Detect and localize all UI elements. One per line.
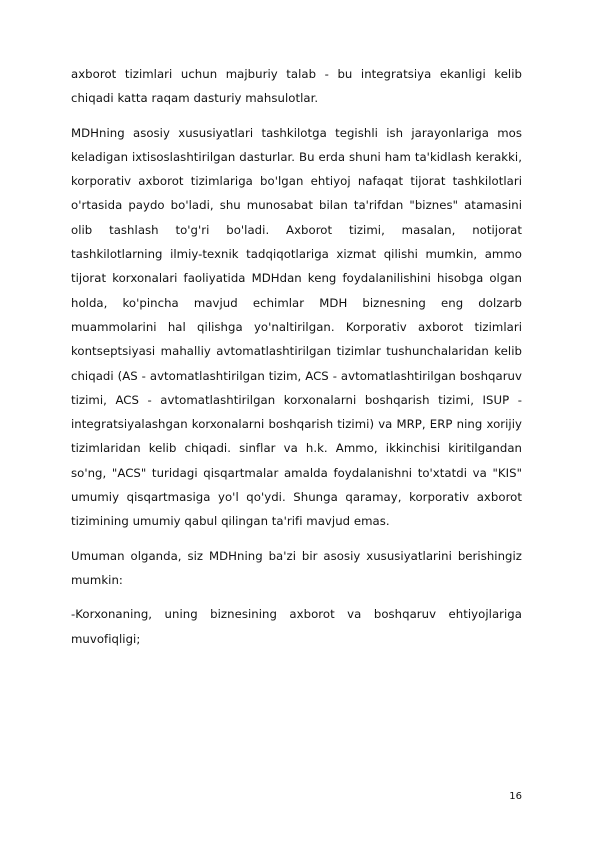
page-number: 16 <box>509 791 522 802</box>
page-body <box>71 62 522 661</box>
paragraph-list-item: -Korxonaning, uning biznesining axborot va boshqaruv ehtiyojlariga muvofiqligi; <box>71 607 522 646</box>
paragraph-continuation: axborot tizimlari uchun majburiy talab - bu integratsiya ekanligi kelib chiqadi katta raqam dasturiy mahsulotlar. <box>71 67 522 106</box>
paragraph-mdh-features: MDHning asosiy xususiyatlari tashkilotga tegishli ish jarayonlariga mos keladigan ixtisoslashtirilgan dasturlar. Bu erda shuni ham ta'kidlash kerakki, korporativ axborot tizimlariga bo'lgan ehtiyoj nafaqat tijorat tashkilotlari o'rtasida paydo bo'ladi, shu munosabat bilan ta'rifdan "biznes" atamasini olib tashlash to'g'ri bo'ladi. Axborot tizimi, masalan, notijorat tashkilotlarning ilmiy-texnik tadqiqotlariga xizmat qilishi mumkin, ammo tijorat korxonalari faoliyatida MDHdan keng foydalanilishini hisobga olgan holda, ko'pincha mavjud echimlar MDH biznesning eng dolzarb muammolarini hal qilishga yo'naltirilgan. Korporativ axborot tizimlari kontseptsiyasi mahalliy avtomatlashtirilgan tizimlar tushunchalaridan kelib chiqadi (AS - avtomatlashtirilgan tizim, ACS - avtomatlashtirilgan boshqaruv tizimi, ACS - avtomatlashtirilgan korxonalarni boshqarish tizimi, ISUP - integratsiyalashgan korxonalarni boshqarish tizimi) va MRP, ERP ning xorijiy tizimlaridan kelib chiqadi. sinflar va h.k. Ammo, ikkinchisi kiritilgandan so'ng, "ACS" turidagi qisqartmalar amalda foydalanishni to'xtatdi va "KIS" umumiy qisqartmasiga yo'l qo'ydi. Shunga qaramay, korporativ axborot tizimining umumiy qabul qilingan ta'rifi mavjud emas. <box>71 125 522 529</box>
paragraph-general-features: Umuman olganda, siz MDHning ba'zi bir asosiy xususiyatlarini berishingiz mumkin: <box>71 548 522 587</box>
